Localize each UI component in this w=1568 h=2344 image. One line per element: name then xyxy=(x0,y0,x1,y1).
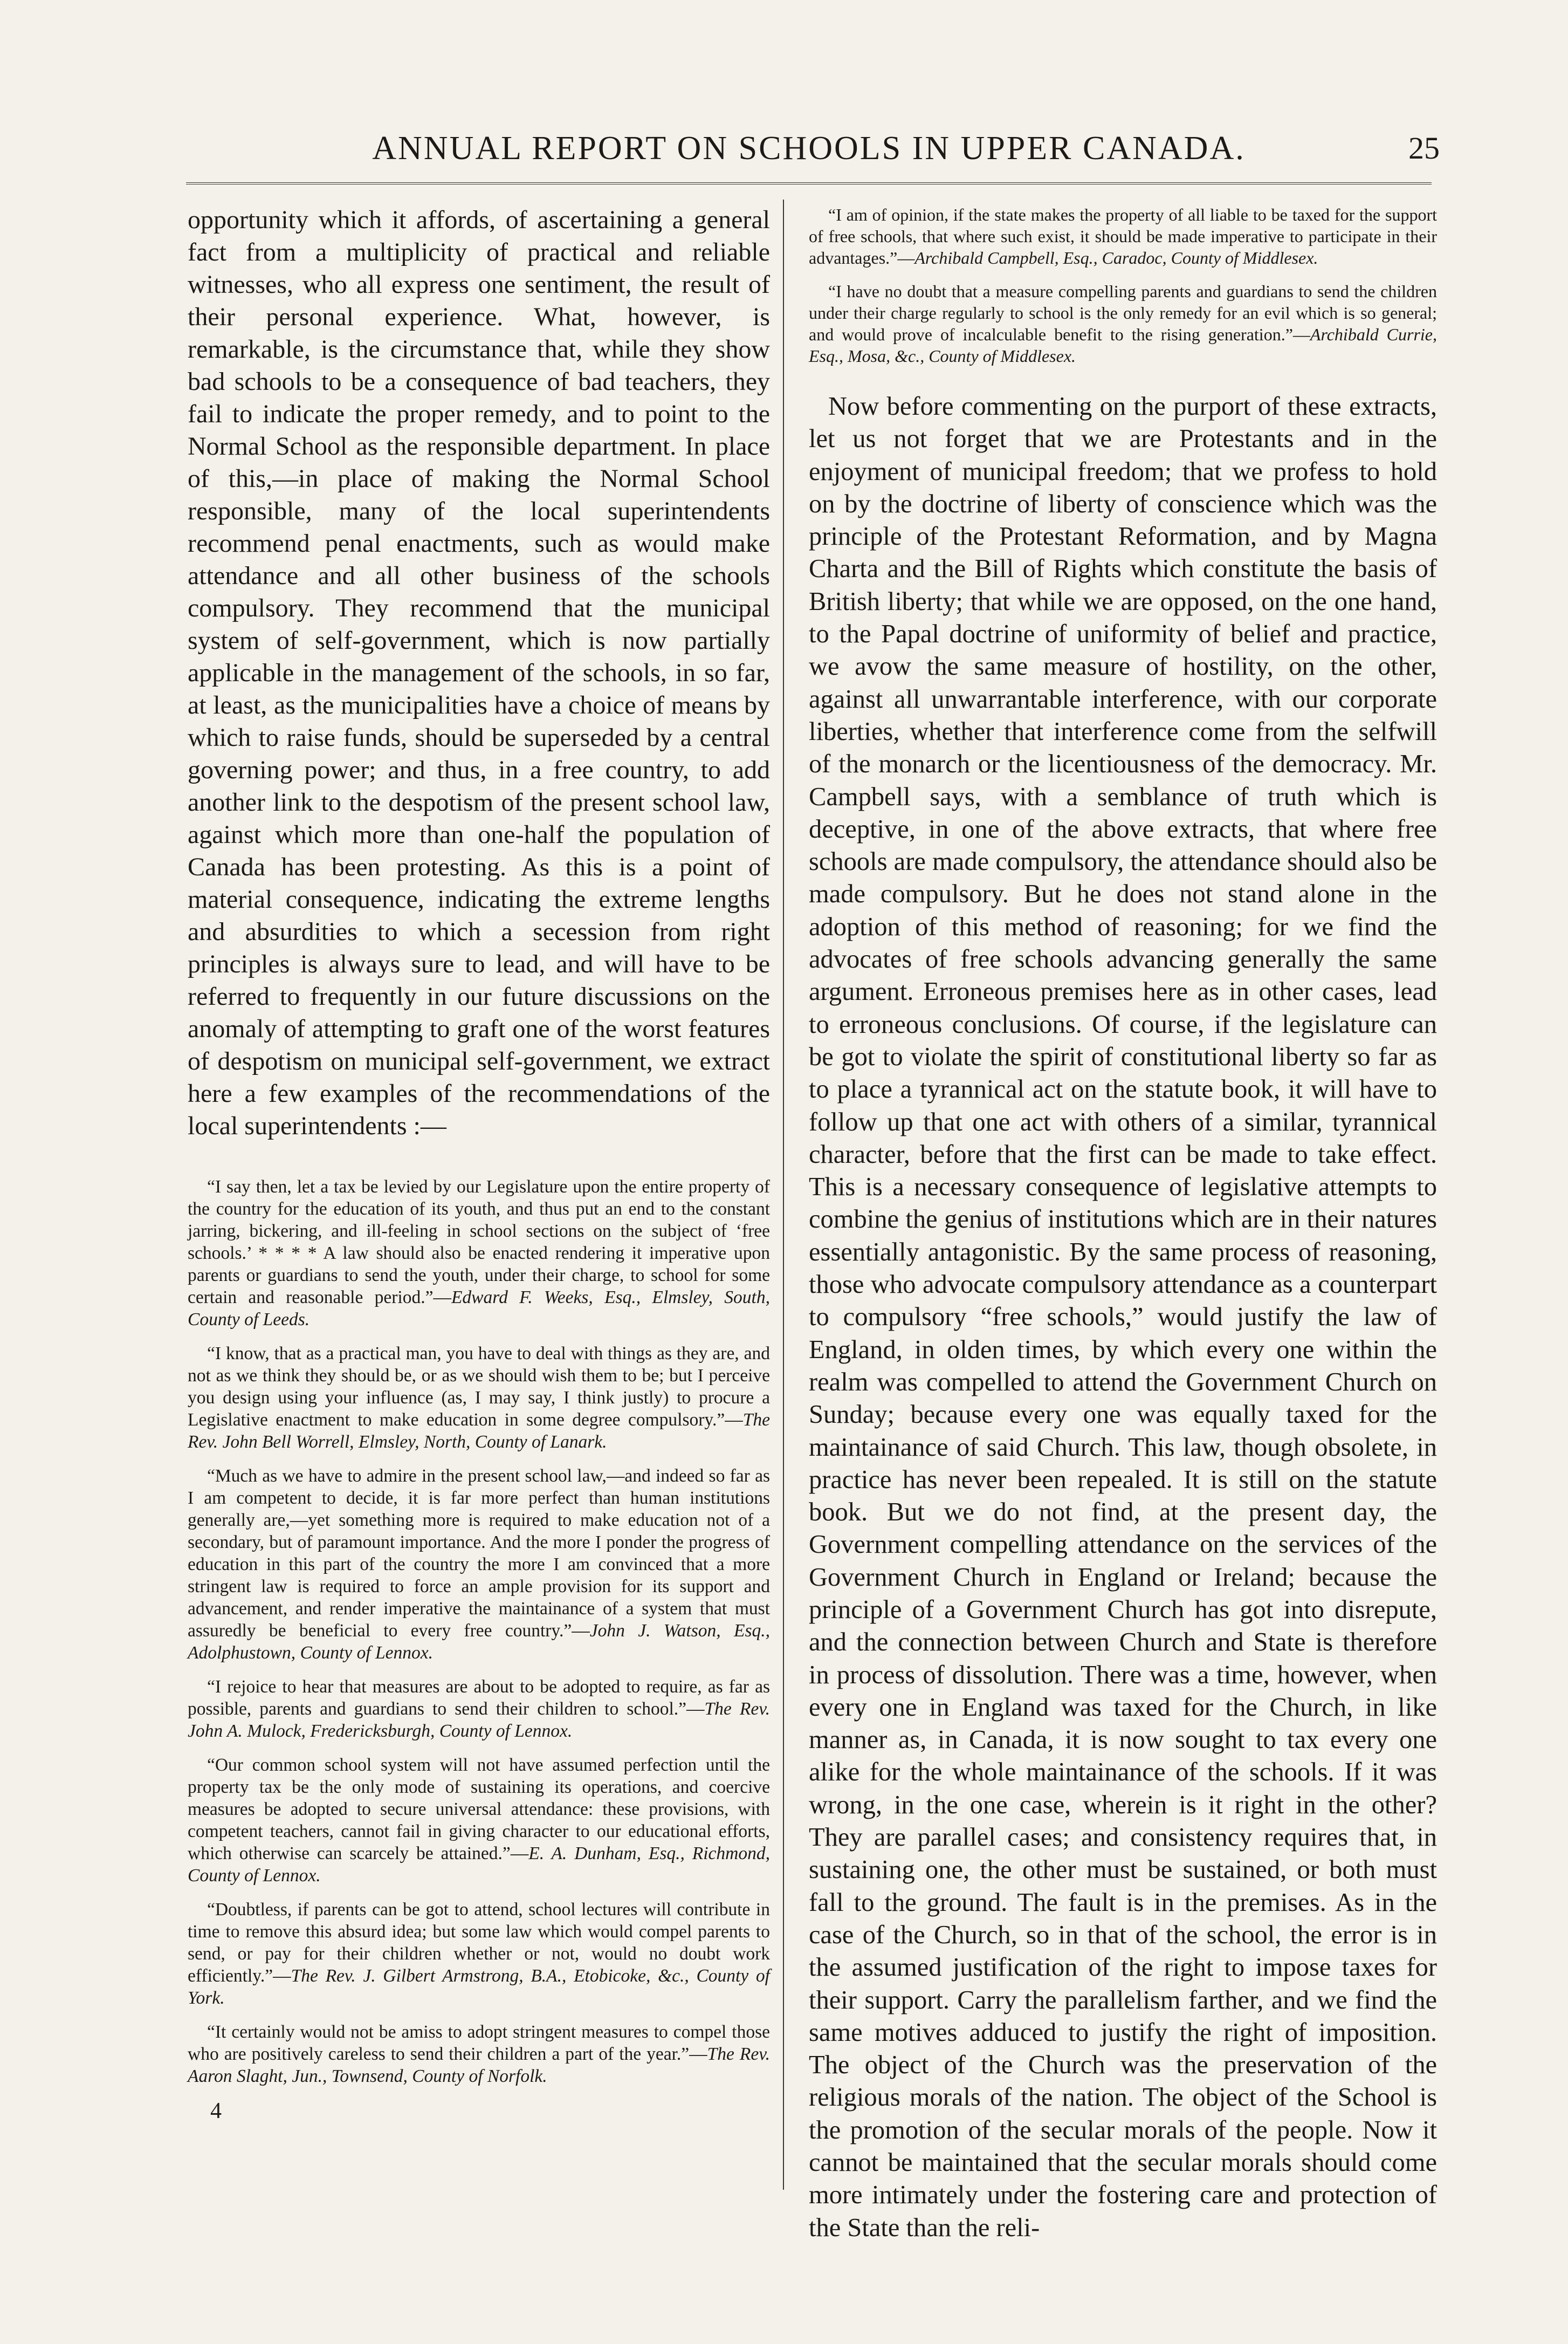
quote-attribution: Archibald Campbell, Esq., Caradoc, County of Middlesex. xyxy=(914,248,1318,268)
quote-text: “Doubtless, if parents can be got to attend, school lectures will contribute in time to remove this absurd idea; but some law which would compel parents to send, or pay for their children whether or not, would no doubt work efficiently.”— xyxy=(188,1900,770,1986)
page-header xyxy=(178,127,1440,175)
quote-armstrong xyxy=(188,1898,770,2009)
quote-text: “I say then, let a tax be levied by our Legislature upon the entire property of the country for the education of its youth, and thus put an end to the constant jarring, bickering, and ill-feeling in school sections on the subject of ‘free schools.’ * * * * A law should also be enacted rendering it imperative upon parents or guardians to send the youth, under their charge, to school for some certain and reasonable period.”— xyxy=(188,1177,770,1307)
quote-text: “It certainly would not be amiss to adopt stringent measures to compel those who are positively careless to send their children a part of the year.”— xyxy=(188,2022,770,2064)
quote-attribution: The Rev. Aaron Slaght, Jun., Townsend, County of Norfolk. xyxy=(188,2044,770,2086)
running-title: ANNUAL REPORT ON SCHOOLS IN UPPER CANADA. xyxy=(372,130,1246,167)
quote-dunham xyxy=(188,1754,770,1887)
right-column xyxy=(809,204,1438,2242)
quote-worrell xyxy=(188,1342,770,1453)
quote-attribution: Edward F. Weeks, Esq., Elmsley, South, County of Leeds. xyxy=(188,1287,770,1329)
quote-text: “I have no doubt that a measure compelling parents and guardians to send the children under their charge regularly to school is the only remedy for an evil which is so general; and would prove of incalculable benefit to the rising generation.”— xyxy=(809,282,1437,344)
left-column xyxy=(188,204,770,2189)
quote-text: “I know, that as a practical man, you have to deal with things as they are, and not as we think they should be, or as we should wish them to be; but I perceive you design using your influence (as, I may say, I think justly) to procure a Legislative enactment to make education in some degree compulsory.”— xyxy=(188,1344,770,1430)
quote-attribution: John J. Watson, Esq., Adolphustown, County of Lennox. xyxy=(188,1621,770,1663)
quote-text: “Our common school system will not have assumed perfection until the property tax be the only mode of sustaining its operations, and coercive measures be adopted to secure universal attendance: these provisions, with competent teachers, cannot fail in giving character to our educational efforts, which otherwise can scarcely be attained.”— xyxy=(188,1755,770,1863)
page-number: 25 xyxy=(1408,131,1440,166)
intro-paragraph: opportunity which it affords, of ascertaining a general fact from a multiplicity of practical and reliable witnesses, who all express one sentiment, the result of their personal experience. What, however, is remarkable, is the circumstance that, while they show bad schools to be a consequence of bad teachers, they fail to indicate the proper remedy, and to point to the Normal School as the responsible department. In place of this,—in place of making the Normal School responsible, many of the local superintendents recommend penal enactments, such as would make attendance and all other business of the schools compulsory. They recommend that the municipal system of self-government, which is now partially applicable in the management of the schools, in so far, at least, as the municipalities have a choice of means by which to raise funds, should be superseded by a central governing power; and thus, in a free country, to add another link to the despotism of the present school law, against which more than one-half the population of Canada has been protesting. As this is a point of material consequence, indicating the extreme lengths and absurdities to which a secession from right principles is always sure to lead, and will have to be referred to frequently in our future discussions on the anomaly of attempting to graft one of the worst features of despotism on municipal self-government, we extract here a few examples of the recommendations of the local superintendents :— xyxy=(188,205,770,1140)
quote-text: “I rejoice to hear that measures are about to be adopted to require, as far as possible, parents and guardians to send their children to school.”— xyxy=(188,1677,770,1719)
header-rule xyxy=(186,182,1432,184)
quote-attribution: The Rev. John Bell Worrell, Elmsley, North, County of Lanark. xyxy=(188,1410,770,1452)
printer-signature-mark: 4 xyxy=(210,2099,222,2123)
column-divider xyxy=(783,200,784,2190)
quote-weeks xyxy=(188,1176,770,1331)
quote-attribution: Archibald Currie, Esq., Mosa, &c., County of Middlesex. xyxy=(809,325,1438,366)
quote-slaght xyxy=(188,2021,770,2087)
quote-attribution: The Rev. John A. Mulock, Fredericksburgh, County of Lennox. xyxy=(188,1699,770,1741)
commentary-paragraph: Now before commenting on the purport of these extracts, let us not forget that we are Protestants and in the enjoyment of municipal freedom; that we profess to hold on by the doctrine of liberty of conscience which was the principle of the Protestant Reformation, and by Magna Charta and the Bill of Rights which constitute the basis of British liberty; that while we are opposed, on the one hand, to the Papal doctrine of uniformity of belief and practice, we avow the same measure of hostility, on the other, against all unwarrantable interference, with our corporate liberties, whether that interference come from the selfwill of the monarch or the licentiousness of the democracy. Mr. Campbell says, with a semblance of truth which is deceptive, in one of the above extracts, that where free schools are made compulsory, the attendance should also be made compulsory. But he does not stand alone in the adoption of this method of reasoning; for we find the advocates of free schools advancing generally the same argument. Erroneous premises here as in other cases, lead to erroneous conclusions. Of course, if the legislature can be got to violate the spirit of constitutional liberty so far as to place a tyrannical act on the statute book, it will have to follow up that one act with others of a similar, tyrannical character, before that the first can be made to take effect. This is a necessary consequence of legislative attempts to combine the genius of institutions which are in their natures essentially antagonistic. By the same process of reasoning, those who advocate compulsory attendance as a counterpart to compulsory “free schools,” would justify the law of England, in olden times, by which every one within the realm was compelled to attend the Government Church on Sunday; because every one was equally taxed for the maintainance of said Church. This law, though obsolete, in practice has never been repealed. It is still on the statute book. But we do not find, at the present day, the Government compelling attendance on the services of the Government Church in England or Ireland; because the principle of a Government Church has got into disrepute, and the connection between Church and State is therefore in process of dissolution. There was a time, however, when every one in England was taxed for the Church, in like manner as, in Canada, it is now sought to tax every one alike for the whole maintainance of the schools. If it was wrong, in the one case, wherein is it right in the other? They are parallel cases; and consistency requires that, in sustaining one, the other must be sustained, or both must fall to the ground. The fault is in the premises. As in the case of the Church, so in that of the school, the error is in the assumed justification of the right to impose taxes for their support. Carry the parallelism farther, and we find the same motives adduced to justify the right of imposition. The object of the Church was the preservation of the religious morals of the nation. The object of the School is the promotion of the secular morals of the people. Now it cannot be maintained that the secular morals should come more intimately under the fostering care and protection of the State than the reli- xyxy=(809,392,1437,2242)
quote-text: “I am of opinion, if the state makes the property of all liable to be taxed for the support of free schools, that where such exist, it should be made imperative to participate in their advantages.”— xyxy=(809,205,1437,268)
quote-attribution: The Rev. J. Gilbert Armstrong, B.A., Etobicoke, &c., County of York. xyxy=(188,1966,770,2008)
quote-campbell xyxy=(809,204,1437,269)
quote-mulock xyxy=(188,1676,770,1742)
quote-currie xyxy=(809,280,1437,367)
quote-attribution: E. A. Dunham, Esq., Richmond, County of Lennox. xyxy=(188,1843,770,1886)
quote-text: “Much as we have to admire in the present school law,—and indeed so far as I am competent to decide, it is far more perfect than human institutions generally are,—yet something more is required to make education not of a secondary, but of paramount importance. And the more I ponder the progress of education in this part of the country the more I am convinced that a more stringent law is required to force an ample provision for its support and advancement, and render imperative the maintainance of a system that must assuredly be beneficial to every free country.”— xyxy=(188,1466,770,1641)
quote-watson xyxy=(188,1465,770,1664)
